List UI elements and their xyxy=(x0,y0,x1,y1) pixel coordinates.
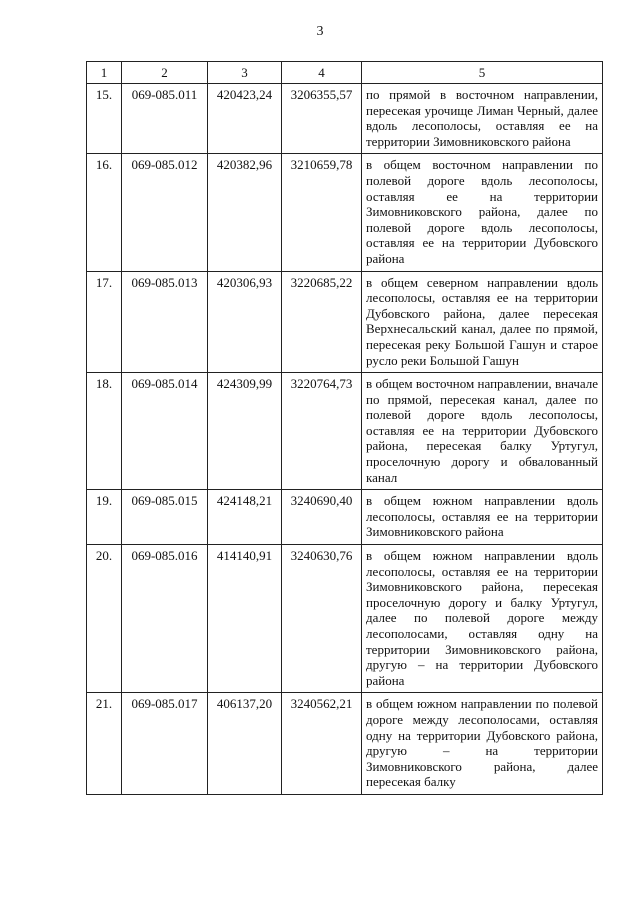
table-row xyxy=(87,84,603,154)
coord-y: 3240562,21 xyxy=(282,693,362,795)
page-number: 3 xyxy=(316,24,324,39)
point-code: 069-085.011 xyxy=(122,84,208,154)
row-number: 18. xyxy=(87,373,122,490)
point-code: 069-085.012 xyxy=(122,154,208,271)
row-number: 15. xyxy=(87,84,122,154)
point-code: 069-085.014 xyxy=(122,373,208,490)
table-row xyxy=(87,271,603,373)
header-col-2: 2 xyxy=(122,62,208,84)
coord-x: 424148,21 xyxy=(208,490,282,545)
table-row xyxy=(87,490,603,545)
boundary-table xyxy=(86,61,603,795)
row-number: 16. xyxy=(87,154,122,271)
row-number: 20. xyxy=(87,545,122,693)
coord-x: 420306,93 xyxy=(208,271,282,373)
coord-y: 3206355,57 xyxy=(282,84,362,154)
row-number: 21. xyxy=(87,693,122,795)
table-body xyxy=(87,84,603,795)
coord-x: 424309,99 xyxy=(208,373,282,490)
header-col-1: 1 xyxy=(87,62,122,84)
row-number: 17. xyxy=(87,271,122,373)
table-row xyxy=(87,545,603,693)
coord-x: 414140,91 xyxy=(208,545,282,693)
coord-x: 420382,96 xyxy=(208,154,282,271)
point-code: 069-085.015 xyxy=(122,490,208,545)
coord-x: 420423,24 xyxy=(208,84,282,154)
table-row xyxy=(87,154,603,271)
point-code: 069-085.016 xyxy=(122,545,208,693)
boundary-description: в общем северном направлении вдоль лесополосы, оставляя ее на территории Дубовского района, далее пересекая Верхнесальский канал, далее по прямой, пересекая реку Большой Гашун и старое русло реки Большой Гашун xyxy=(362,271,603,373)
point-code: 069-085.017 xyxy=(122,693,208,795)
table-row xyxy=(87,693,603,795)
coord-y: 3220685,22 xyxy=(282,271,362,373)
table-header xyxy=(87,62,603,84)
boundary-description: в общем южном направлении вдоль лесополосы, оставляя ее на территории Зимовниковского района xyxy=(362,490,603,545)
table-row xyxy=(87,373,603,490)
coord-y: 3240630,76 xyxy=(282,545,362,693)
coord-y: 3240690,40 xyxy=(282,490,362,545)
point-code: 069-085.013 xyxy=(122,271,208,373)
boundary-description: по прямой в восточном направлении, пересекая урочище Лиман Черный, далее вдоль лесополосы, оставляя ее на территории Зимовниковского района xyxy=(362,84,603,154)
boundary-description: в общем южном направлении по полевой дороге между лесополосами, оставляя одну на территории Дубовского района, другую – на территории Зимовниковского района, далее пересекая балку xyxy=(362,693,603,795)
header-col-5: 5 xyxy=(362,62,603,84)
header-col-4: 4 xyxy=(282,62,362,84)
coord-x: 406137,20 xyxy=(208,693,282,795)
header-row xyxy=(87,62,603,84)
boundary-description: в общем восточном направлении, вначале по прямой, пересекая канал, далее по полевой дороге вдоль лесополосы, оставляя ее на территории Дубовского района, пересекая балку Уртугул, проселочную дорогу и обвалованный канал xyxy=(362,373,603,490)
header-col-3: 3 xyxy=(208,62,282,84)
boundary-description: в общем восточном направлении по полевой дороге вдоль лесополосы, оставляя ее на территории Зимовниковского района, далее по полевой дороге вдоль лесополосы, оставляя ее на территории Дубовского района xyxy=(362,154,603,271)
coord-y: 3210659,78 xyxy=(282,154,362,271)
coord-y: 3220764,73 xyxy=(282,373,362,490)
row-number: 19. xyxy=(87,490,122,545)
boundary-description: в общем южном направлении вдоль лесополосы, оставляя ее на территории Зимовниковского района, пересекая проселочную дорогу и балку Уртугул, далее по полевой дороге между лесополосами, оставляя одну на территории Зимовниковского района, другую – на территории Дубовского района xyxy=(362,545,603,693)
